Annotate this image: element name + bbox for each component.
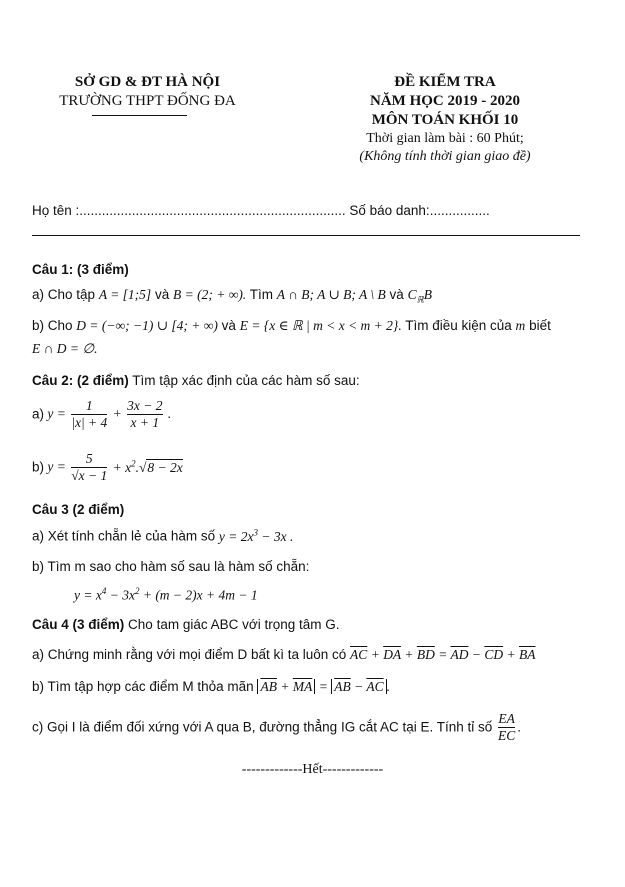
q2b-root-sign: √ (139, 459, 147, 475)
q4a-vector-equation: $\overline{AC} + \overline{DA} + \overline{BD} = \overline{AD} - \overline{CD} + \overline{BA}$ (350, 647, 536, 662)
header-underline (92, 115, 187, 116)
q3-fn-a-exp: 4 (101, 586, 107, 596)
q3a-fn-pre: y = 2x (218, 528, 254, 544)
q4-part-b (32, 679, 390, 695)
q2-part-a (32, 398, 171, 430)
q4a-text: a) Chứng minh rằng với mọi điểm D bất kì ta luôn có (32, 647, 347, 662)
q2a-fraction-1 (71, 398, 107, 430)
q2b-tail-exp: 2 (131, 458, 136, 469)
q4c-ratio (498, 711, 515, 743)
q2b-y: y = (47, 459, 66, 475)
q4c-num: EA (498, 711, 515, 726)
q2a-fraction-2 (127, 398, 162, 430)
q3-function (74, 586, 258, 604)
q3-fn-a: y = x (74, 587, 102, 603)
q2a-num1: 1 (85, 398, 93, 413)
q1b-set-d: D = (−∞; −1) ∪ [4; + ∞) (76, 318, 218, 333)
school-year: NĂM HỌC 2019 - 2020 (370, 93, 520, 109)
id-label: Số báo danh: (349, 203, 430, 218)
q4c-end: . (517, 719, 522, 735)
exam-time-note: (Không tính thời gian giao đề) (359, 149, 531, 164)
q2a-num2: 3x − 2 (127, 398, 163, 413)
q4-header (32, 617, 339, 632)
name-field: ....................................................................... (79, 203, 346, 218)
q2a-end: . (167, 406, 172, 422)
q2a-label: a) (32, 406, 45, 422)
q2b-label: b) (32, 459, 45, 475)
q3-fn-b-exp: 2 (134, 586, 140, 596)
q1a-set-a: A = [1;5] (98, 287, 152, 302)
q3a-fn-post: − 3x . (257, 528, 294, 544)
q1-part-b (32, 318, 592, 334)
q2-title: Câu 2: (2 điểm) (32, 373, 129, 388)
q1a-find: Tìm (249, 287, 273, 302)
q1-part-a (32, 287, 432, 306)
vector-bd: $\overline{BD}$ (416, 647, 435, 662)
q3a-function (219, 529, 293, 544)
vector-da: $\overline{DA}$ (383, 647, 401, 662)
q1a-operations: A ∩ B; A ∪ B; A \ B (276, 287, 386, 302)
q3a-text: a) Xét tính chẵn lẻ của hàm số (32, 528, 216, 544)
vector-cd: $\overline{CD}$ (484, 647, 504, 662)
q4b-condition: $\overline{AB} + \overline{MA} = \overline{AB} - \overline{AC}$ . (257, 679, 390, 694)
q3-title: Câu 3 (2 điểm) (32, 502, 125, 517)
q2a-den1: |x| + 4 (71, 414, 108, 430)
q1a-comp: C (407, 287, 417, 302)
q1a-comp-sub: ℝ (416, 294, 424, 305)
q1a-complement (407, 287, 432, 305)
q4c-text: c) Gọi I là điểm đối xứng với A qua B, đường thẳng IG cắt AC tại E. Tính tỉ số (32, 719, 493, 735)
q1a-comp-tail: B (423, 287, 432, 302)
divider (32, 235, 580, 236)
exam-title: ĐỀ KIỂM TRA (394, 74, 496, 90)
q1b-tail2: biết (529, 318, 551, 333)
q3-fn-c: + (m − 2)x + 4m − 1 (139, 587, 258, 603)
vector-ba: $\overline{BA}$ (518, 647, 536, 662)
q2b-tail (113, 460, 183, 475)
q1b-m: m (515, 318, 526, 333)
q2-header (32, 373, 360, 388)
end-marker: -------------Hết------------- (241, 762, 384, 777)
q1b-lead: b) Cho (32, 318, 73, 333)
school-name: TRƯỜNG THPT ĐỐNG ĐA (59, 93, 236, 109)
q4b-text: b) Tìm tập hợp các điểm M thỏa mãn (32, 679, 254, 694)
q2a-den2: x + 1 (127, 414, 162, 431)
q3-fn-b: − 3x (106, 587, 135, 603)
vector-ad: $\overline{AD}$ (450, 647, 469, 662)
q1b-condition: E ∩ D = ∅. (32, 341, 98, 356)
q2a-y: y = (47, 406, 66, 422)
q3a-fn-exp: 3 (253, 527, 258, 537)
q1b-tail: Tìm điều kiện của (405, 318, 512, 333)
q1b-and: và (221, 318, 236, 333)
q2a-plus: + (112, 406, 122, 422)
q4-part-c (32, 711, 521, 743)
q2b-fraction (71, 451, 107, 483)
subject-grade: MÔN TOÁN KHỐI 10 (371, 112, 519, 128)
q1a-and: và (154, 287, 170, 302)
q4-intro: Cho tam giác ABC với trọng tâm G. (128, 617, 340, 632)
q1a-lead: a) Cho tập (32, 287, 96, 302)
vector-ac-2: $\overline{AC}$ (366, 679, 384, 694)
q4-part-a (32, 647, 535, 663)
q2b-tail-pre: + x (112, 459, 132, 475)
vector-ma: $\overline{MA}$ (292, 679, 313, 694)
q2b-radicand: 8 − 2x (147, 459, 183, 475)
vector-ab: $\overline{AB}$ (260, 679, 277, 694)
id-field: ................ (429, 203, 490, 218)
q3-part-a (32, 527, 293, 545)
name-label: Họ tên : (32, 203, 80, 218)
vector-ac: $\overline{AC}$ (350, 647, 368, 662)
school-department: SỞ GD & ĐT HÀ NỘI (74, 74, 221, 90)
q2b-num: 5 (85, 451, 93, 466)
exam-time: Thời gian làm bài : 60 Phút; (366, 131, 524, 146)
student-line (32, 203, 490, 218)
vector-ab-2: $\overline{AB}$ (334, 679, 351, 694)
q4c-den: EC (498, 727, 516, 743)
q4-title: Câu 4 (3 điểm) (32, 617, 125, 632)
q1b-set-e: E = {x ∈ ℝ | m < x < m + 2}. (239, 318, 402, 333)
q2b-den: √x − 1 (71, 467, 108, 483)
q2b-tail-dot: . (135, 459, 139, 475)
q1a-set-b: B = (2; + ∞). (172, 287, 247, 302)
q1a-and2: và (389, 287, 404, 302)
q2-intro: Tìm tập xác định của các hàm số sau: (132, 373, 360, 388)
q1-title: Câu 1: (3 điểm) (32, 262, 129, 277)
q2-part-b (32, 451, 183, 483)
q3-part-b: b) Tìm m sao cho hàm số sau là hàm số chẵn: (32, 559, 310, 574)
